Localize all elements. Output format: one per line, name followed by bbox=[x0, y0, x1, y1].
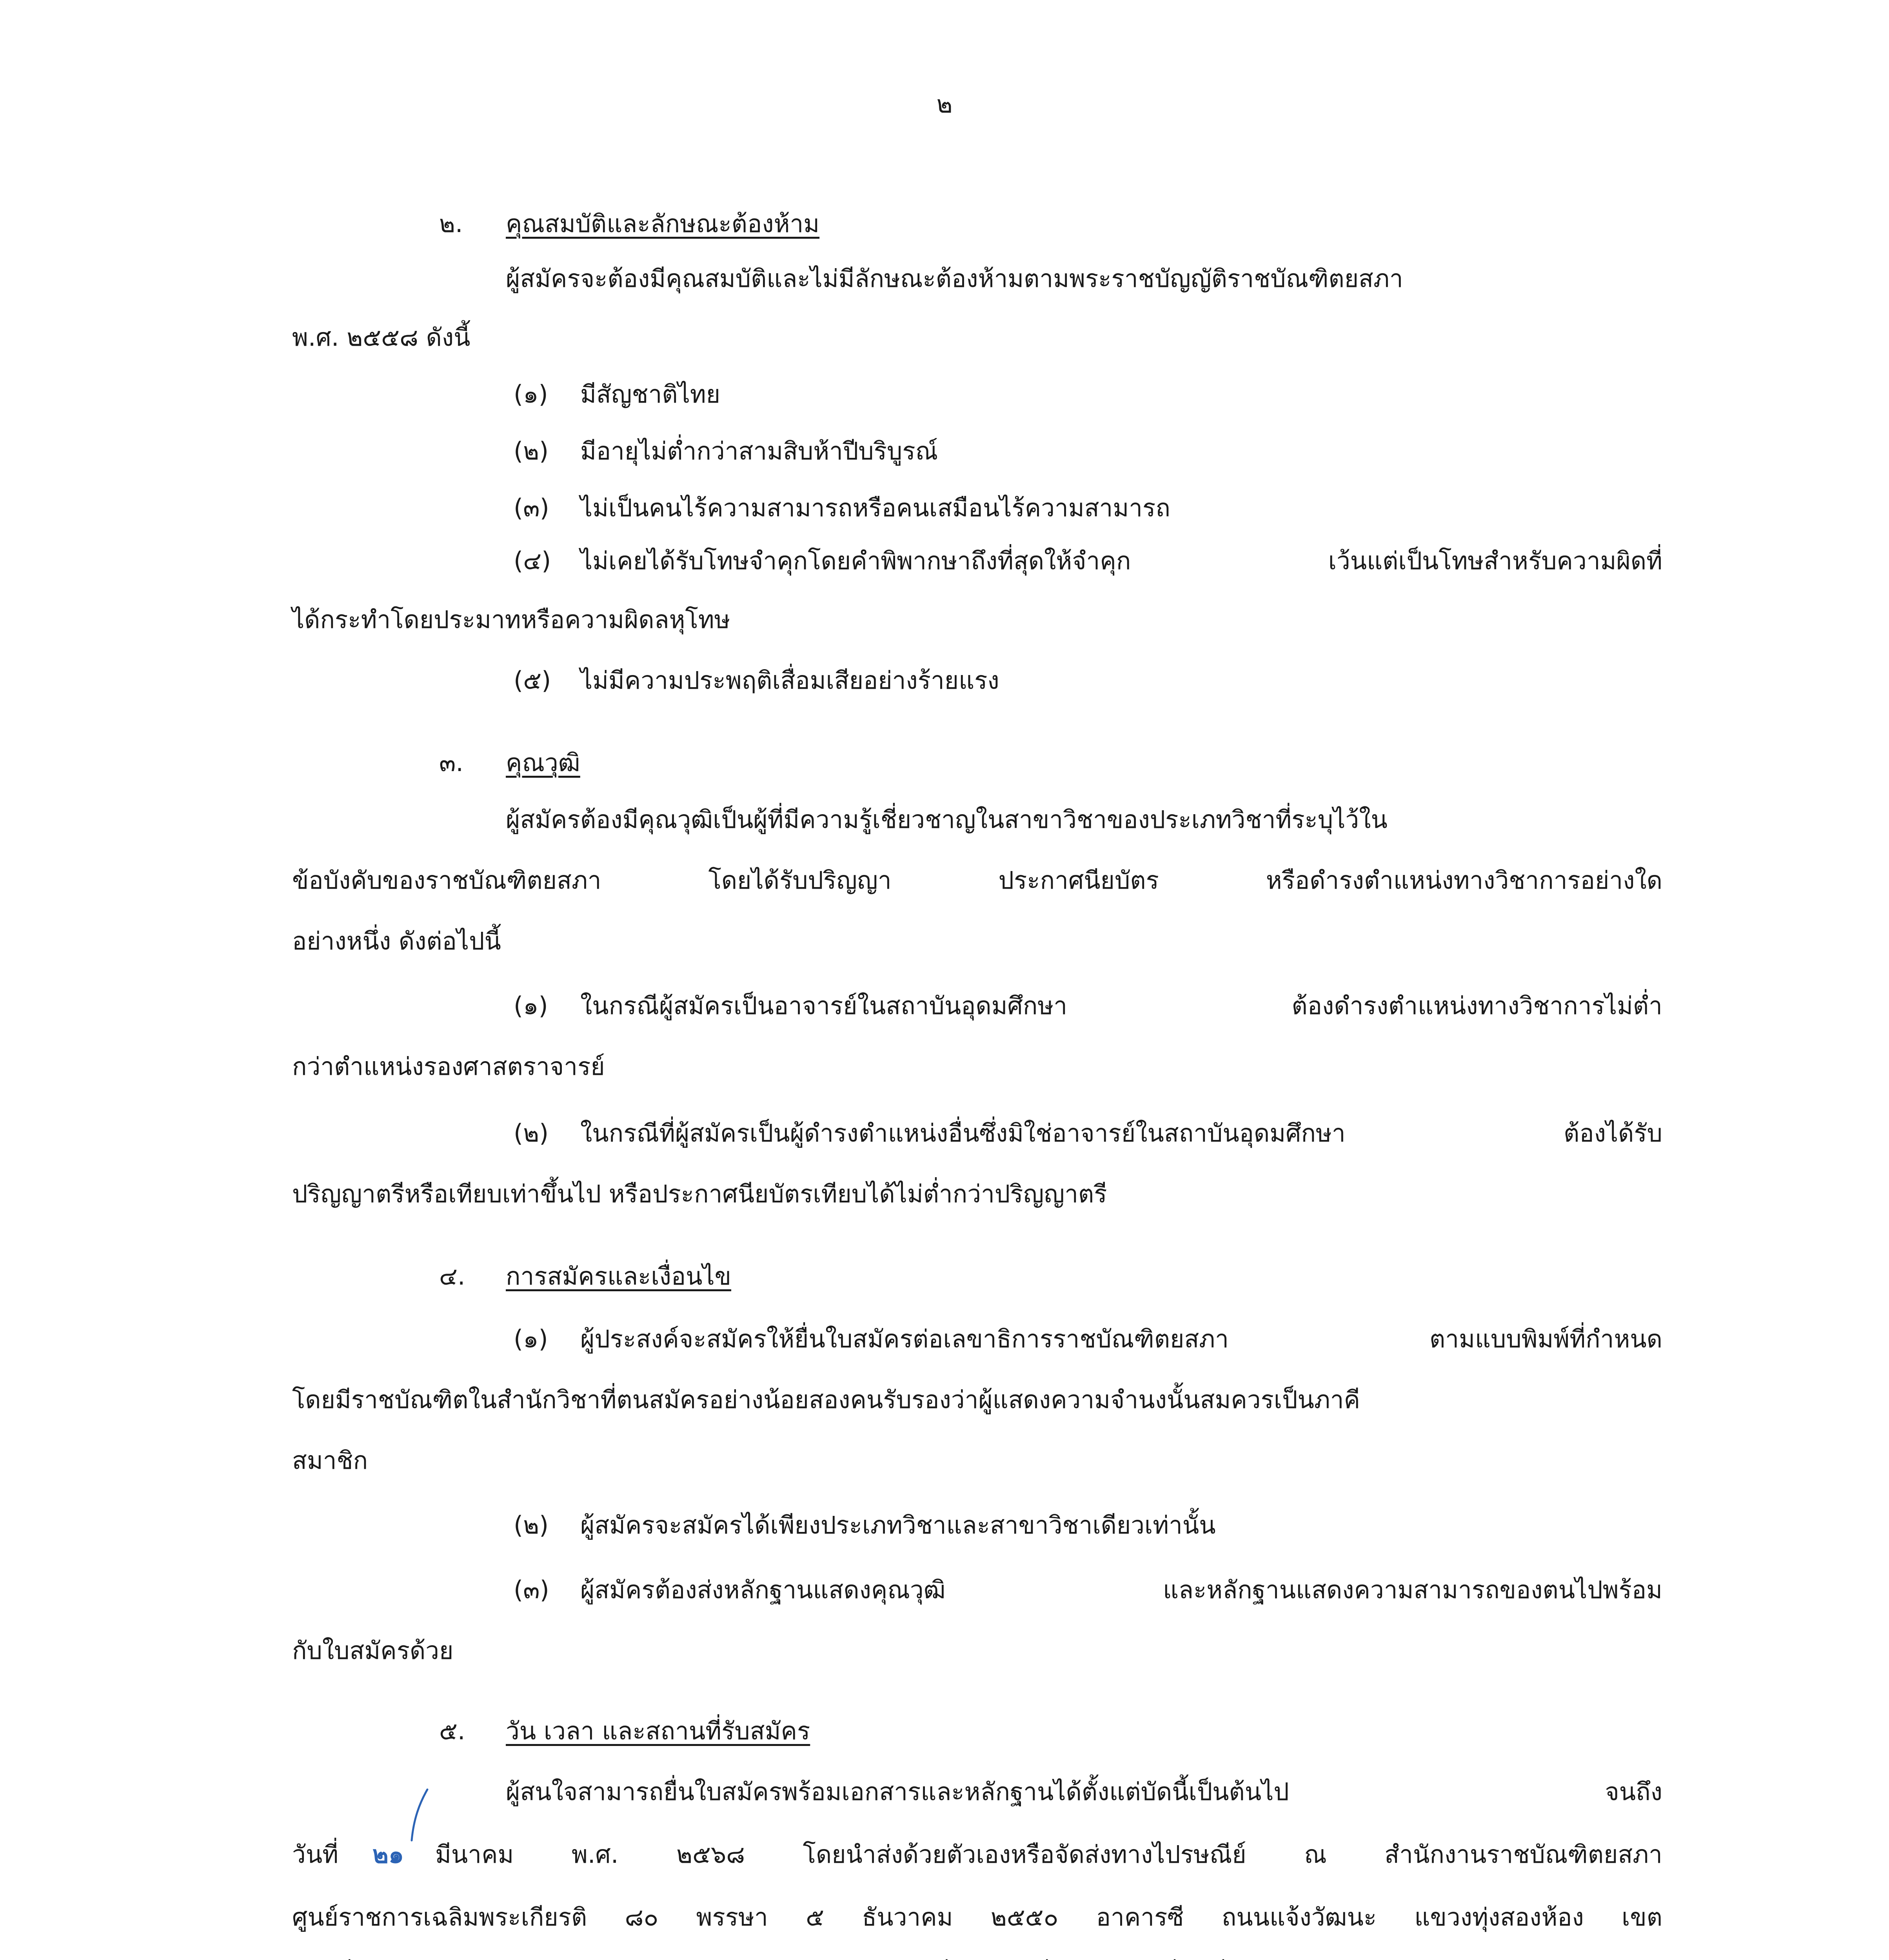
section-5-line-2: มีนาคม พ.ศ. ๒๕๖๘ โดยนำส่งด้วยตัวเองหรือจัดส่งทางไปรษณีย์ ณ สำนักงานราชบัณฑิตยสภา bbox=[435, 1840, 1662, 1869]
section-3-intro-line-1: ผู้สมัครต้องมีคุณวุฒิเป็นผู้ที่มีความรู้เชี่ยวชาญในสาขาวิชาของประเภทวิชาที่ระบุไว้ใน bbox=[506, 805, 1388, 834]
s4-item-3-continuation: กับใบสมัครด้วย bbox=[292, 1636, 454, 1665]
section-2-intro-line-1: ผู้สมัครจะต้องมีคุณสมบัติและไม่มีลักษณะต้องห้ามตามพระราชบัญญัติราชบัณฑิตยสภา bbox=[506, 264, 1403, 293]
section-3-number: ๓. bbox=[439, 748, 464, 777]
section-3-intro-line-3: อย่างหนึ่ง ดังต่อไปนี้ bbox=[292, 927, 501, 955]
s4-item-2-text: ผู้สมัครจะสมัครได้เพียงประเภทวิชาและสาขาวิชาเดียวเท่านั้น bbox=[580, 1511, 1216, 1539]
s3-item-1-continuation: กว่าตำแหน่งรองศาสตราจารย์ bbox=[292, 1052, 605, 1081]
section-3-heading: คุณวุฒิ bbox=[506, 748, 580, 777]
handwritten-tick-mark bbox=[400, 1788, 431, 1842]
s2-item-4-number: (๔) bbox=[514, 546, 551, 575]
section-4-heading: การสมัครและเงื่อนไข bbox=[506, 1262, 732, 1290]
s4-item-2-number: (๒) bbox=[514, 1511, 549, 1539]
s2-item-2-number: (๒) bbox=[514, 437, 549, 465]
s4-item-3-text: ผู้สมัครต้องส่งหลักฐานแสดงคุณวุฒิ และหลักฐานแสดงความสามารถของตนไปพร้อม bbox=[580, 1575, 1662, 1604]
section-5-heading: วัน เวลา และสถานที่รับสมัคร bbox=[506, 1717, 810, 1745]
s3-item-2-number: (๒) bbox=[514, 1119, 549, 1147]
s2-item-3-number: (๓) bbox=[514, 494, 549, 522]
section-2-number: ๒. bbox=[439, 209, 463, 238]
s2-item-4-continuation: ได้กระทำโดยประมาทหรือความผิดลหุโทษ bbox=[292, 605, 730, 634]
section-5-number: ๕. bbox=[439, 1717, 465, 1745]
s2-item-5-text: ไม่มีความประพฤติเสื่อมเสียอย่างร้ายแรง bbox=[580, 666, 999, 695]
section-5-line-3: ศูนย์ราชการเฉลิมพระเกียรติ ๘๐ พรรษา ๕ ธันวาคม ๒๕๕๐ อาคารซี ถนนแจ้งวัฒนะ แขวงทุ่งสองห้อง เขต bbox=[292, 1903, 1662, 1931]
s2-item-5-number: (๕) bbox=[514, 666, 551, 695]
section-5-line-2-prefix: วันที่ bbox=[292, 1840, 339, 1869]
page-number: ๒ bbox=[936, 90, 953, 118]
s3-item-2-continuation: ปริญญาตรีหรือเทียบเท่าขึ้นไป หรือประกาศนียบัตรเทียบได้ไม่ต่ำกว่าปริญญาตรี bbox=[292, 1180, 1107, 1208]
s4-item-1-number: (๑) bbox=[514, 1325, 548, 1353]
s4-item-3-number: (๓) bbox=[514, 1575, 549, 1604]
s4-item-1-text: ผู้ประสงค์จะสมัครให้ยื่นใบสมัครต่อเลขาธิการราชบัณฑิตยสภา ตามแบบพิมพ์ที่กำหนด bbox=[580, 1325, 1662, 1353]
s2-item-3-text: ไม่เป็นคนไร้ความสามารถหรือคนเสมือนไร้ความสามารถ bbox=[580, 494, 1170, 522]
s4-item-1-continuation: โดยมีราชบัณฑิตในสำนักวิชาที่ตนสมัครอย่างน้อยสองคนรับรองว่าผู้แสดงความจำนงนั้นสมควรเป็นภาคี bbox=[292, 1385, 1360, 1414]
s2-item-2-text: มีอายุไม่ต่ำกว่าสามสิบห้าปีบริบูรณ์ bbox=[580, 437, 938, 465]
s3-item-2-text: ในกรณีที่ผู้สมัครเป็นผู้ดำรงตำแหน่งอื่นซึ่งมิใช่อาจารย์ในสถาบันอุดมศึกษา ต้องได้รับ bbox=[580, 1119, 1662, 1147]
section-2-heading: คุณสมบัติและลักษณะต้องห้าม bbox=[506, 209, 820, 238]
s3-item-1-text: ในกรณีผู้สมัครเป็นอาจารย์ในสถาบันอุดมศึกษา ต้องดำรงตำแหน่งทางวิชาการไม่ต่ำ bbox=[580, 991, 1662, 1020]
handwritten-date: ๒๑ bbox=[372, 1840, 404, 1869]
s4-item-1-continuation-2: สมาชิก bbox=[292, 1446, 368, 1475]
s3-item-1-number: (๑) bbox=[514, 991, 548, 1020]
section-5-line-1: ผู้สนใจสามารถยื่นใบสมัครพร้อมเอกสารและหลักฐานได้ตั้งแต่บัดนี้เป็นต้นไป จนถึง bbox=[506, 1777, 1662, 1806]
section-2-intro-line-2: พ.ศ. ๒๕๕๘ ดังนี้ bbox=[292, 323, 470, 352]
section-3-intro-line-2: ข้อบังคับของราชบัณฑิตยสภา โดยได้รับปริญญา ประกาศนียบัตร หรือดำรงตำแหน่งทางวิชาการอย่างใด bbox=[292, 866, 1662, 895]
s2-item-1-number: (๑) bbox=[514, 380, 548, 408]
s2-item-1-text: มีสัญชาติไทย bbox=[580, 380, 721, 408]
section-4-number: ๔. bbox=[439, 1262, 465, 1290]
s2-item-4-text: ไม่เคยได้รับโทษจำคุกโดยคำพิพากษาถึงที่สุดให้จำคุก เว้นแต่เป็นโทษสำหรับความผิดที่ bbox=[580, 546, 1662, 575]
